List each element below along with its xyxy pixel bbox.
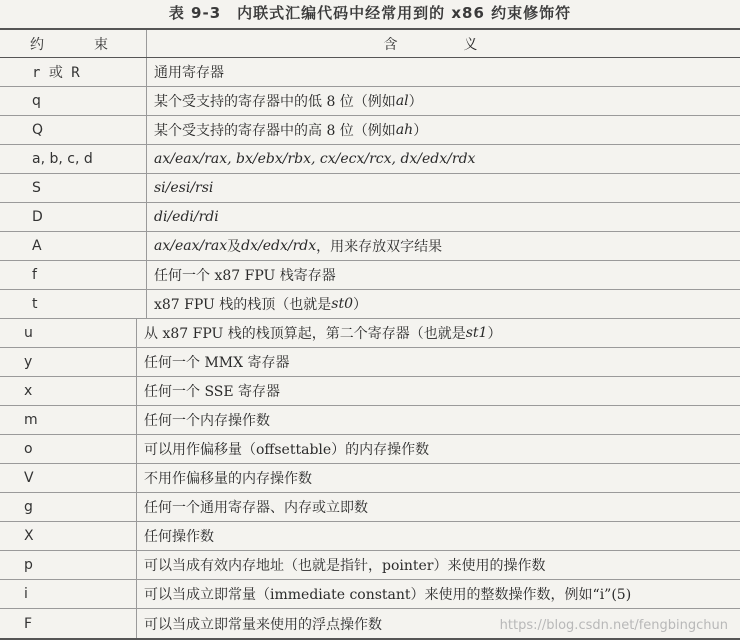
meaning-text: 某个受支持的寄存器中的低 8 位（例如 (154, 94, 396, 110)
meaning-cell (136, 377, 740, 405)
meaning-text: dx/edx/rdx (241, 238, 317, 254)
constraint-cell: u (24, 325, 33, 341)
meaning-cell (136, 406, 740, 434)
meaning-cell (146, 203, 740, 231)
constraint-cell: Q (32, 122, 44, 138)
table-row (0, 522, 740, 551)
meaning-cell (136, 319, 740, 347)
constraint-cell: a, b, c, d (32, 151, 93, 167)
table-row (0, 145, 740, 174)
constraint-cell: y (24, 354, 33, 370)
constraint-cell: g (24, 499, 33, 515)
meaning-cell (136, 551, 740, 579)
meaning-text: ax/eax/rax (154, 238, 228, 254)
constraint-cell: i (24, 586, 28, 602)
table-row (0, 406, 740, 435)
meaning-cell (146, 116, 740, 144)
meaning-text: 任何一个通用寄存器、内存或立即数 (144, 500, 368, 516)
meaning-cell (146, 87, 740, 115)
table-title: 表 9-3 内联式汇编代码中经常用到的 x86 约束修饰符 (168, 4, 572, 22)
table-row (0, 319, 740, 348)
constraint-cell: x (24, 383, 33, 399)
meaning-text: ax/eax/rax, bx/ebx/rbx, cx/ecx/rcx, dx/edx/rdx (154, 151, 476, 167)
table-row (0, 435, 740, 464)
meaning-cell (146, 232, 740, 260)
watermark: https://blog.csdn.net/fengbingchun (499, 618, 728, 633)
meaning-text: 不用作偏移量的内存操作数 (144, 471, 312, 487)
meaning-text: 从 x87 FPU 栈的栈顶算起，第二个寄存器（也就是 (144, 326, 466, 342)
meaning-text: 任何一个 x87 FPU 栈寄存器 (154, 268, 336, 284)
meaning-cell (146, 261, 740, 289)
header-constraint: 约 束 (30, 36, 126, 53)
meaning-text: di/edi/rdi (154, 209, 219, 225)
table-row (0, 580, 740, 609)
meaning-text: ） (353, 297, 368, 313)
table-row (0, 551, 740, 580)
meaning-text: 可以当成立即常量来使用的浮点操作数 (144, 616, 382, 633)
meaning-text: 任何操作数 (144, 529, 214, 545)
table-row (0, 464, 740, 493)
meaning-text: 及 (227, 239, 242, 255)
table-row (0, 377, 740, 406)
meaning-cell (146, 290, 740, 318)
meaning-text: al (395, 93, 409, 109)
meaning-cell (146, 58, 740, 86)
meaning-text: 任何一个内存操作数 (144, 413, 270, 429)
meaning-cell (136, 464, 740, 492)
meaning-cell (136, 493, 740, 521)
meaning-text: ，用来存放双字结果 (316, 239, 443, 255)
table-header-row (0, 30, 740, 58)
meaning-text: 某个受支持的寄存器中的高 8 位（例如 (154, 123, 396, 139)
meaning-cell (136, 348, 740, 376)
table-row (0, 261, 740, 290)
table-row (0, 232, 740, 261)
meaning-text: ah (395, 122, 414, 138)
constraint-cell: m (24, 412, 38, 428)
meaning-text: st1 (465, 325, 488, 341)
meaning-cell (146, 174, 740, 202)
table-row (0, 174, 740, 203)
constraint-cell: V (24, 470, 34, 486)
meaning-text: st0 (331, 296, 354, 312)
constraint-cell: X (24, 528, 34, 544)
table-row (0, 116, 740, 145)
constraint-cell: S (32, 180, 41, 196)
meaning-text: 可以用作偏移量（offsettable）的内存操作数 (144, 442, 430, 458)
meaning-text: ） (413, 123, 428, 139)
meaning-cell (136, 580, 740, 608)
meaning-text: ） (487, 326, 502, 342)
meaning-cell (136, 522, 740, 550)
meaning-text: 任何一个 SSE 寄存器 (144, 384, 281, 400)
header-meaning: 含 义 (146, 30, 740, 57)
meaning-cell (146, 145, 740, 173)
constraint-cell: p (24, 557, 33, 573)
meaning-cell (136, 435, 740, 463)
table-row (0, 348, 740, 377)
constraint-cell: F (24, 615, 33, 632)
constraint-cell: r 或 R (32, 65, 80, 81)
meaning-text: 通用寄存器 (154, 65, 224, 81)
constraint-table (0, 28, 740, 640)
meaning-text: 可以当成立即常量（immediate constant）来使用的整数操作数，例如“i”(5) (144, 587, 632, 603)
meaning-text: 可以当成有效内存地址（也就是指针，pointer）来使用的操作数 (144, 558, 546, 574)
constraint-cell: f (32, 267, 37, 283)
meaning-text: x87 FPU 栈的栈顶（也就是 (154, 297, 332, 313)
constraint-cell: q (32, 93, 41, 109)
meaning-text: ） (408, 94, 423, 110)
meaning-text: si/esi/rsi (154, 180, 214, 196)
constraint-cell: A (32, 238, 42, 254)
table-row (0, 290, 740, 319)
constraint-cell: t (32, 296, 38, 312)
meaning-text: 任何一个 MMX 寄存器 (144, 355, 290, 371)
table-row (0, 203, 740, 232)
constraint-cell: o (24, 441, 33, 457)
constraint-cell: D (32, 209, 43, 225)
table-row (0, 87, 740, 116)
table-row (0, 58, 740, 87)
table-row (0, 493, 740, 522)
